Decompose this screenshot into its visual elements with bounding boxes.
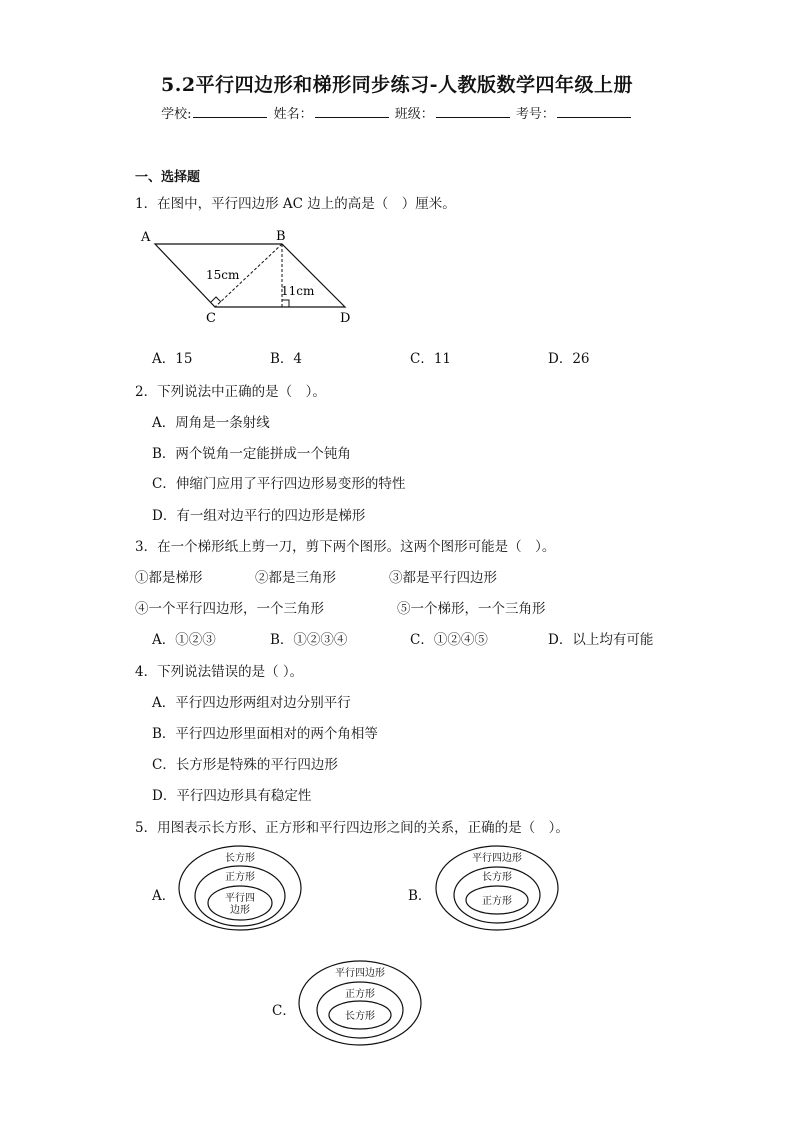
school-label: 学校: (161, 107, 192, 122)
q3-option-b[interactable]: B．①②③④ (270, 632, 348, 648)
outer-label: 长方形 (225, 853, 255, 864)
length-15cm-label: 15cm (206, 268, 240, 282)
student-info-line (0, 103, 794, 122)
outer-label: 平行四边形 (335, 968, 385, 979)
vertex-a-label: A (141, 230, 151, 245)
section-heading: 一、选择题 (135, 170, 201, 185)
q3-option-c[interactable]: C．①②④⑤ (410, 632, 488, 648)
q5-option-b-diagram[interactable] (435, 845, 561, 931)
outer-label: 平行四边形 (472, 853, 522, 864)
class-blank[interactable] (436, 105, 510, 118)
question-3-stem: 3．在一个梯形纸上剪一刀，剪下两个图形。这两个图形可能是（ ）。 (135, 539, 556, 555)
q3-item-3: ③都是平行四边形 (389, 570, 497, 586)
school-blank[interactable] (193, 105, 267, 118)
middle-label: 正方形 (225, 872, 255, 883)
right-angle-mark-d (282, 300, 289, 307)
inner-label: 正方形 (482, 896, 512, 907)
q1-option-a[interactable]: A．15 (152, 351, 193, 367)
q5-option-b-label[interactable]: B． (408, 888, 432, 904)
exam-number-blank[interactable] (557, 105, 631, 118)
vertex-c-label: C (206, 311, 216, 326)
q2-option-d[interactable]: D．有一组对边平行的四边形是梯形 (152, 508, 366, 524)
inner-label-line-1: 平行四 (225, 893, 255, 904)
q5-option-a-diagram[interactable] (178, 845, 304, 931)
q1-option-c[interactable]: C．11 (410, 351, 452, 367)
q4-option-c[interactable]: C．长方形是特殊的平行四边形 (152, 757, 338, 773)
q4-option-a[interactable]: A．平行四边形两组对边分别平行 (152, 695, 351, 711)
question-2-stem: 2．下列说法中正确的是（ ）。 (135, 384, 326, 400)
parallelogram-figure (135, 225, 365, 330)
middle-label: 正方形 (345, 989, 375, 1000)
middle-label: 长方形 (482, 872, 512, 883)
question-5-stem: 5．用图表示长方形、正方形和平行四边形之间的关系，正确的是（ ）。 (135, 820, 569, 836)
length-11cm-label: 11cm (281, 284, 315, 298)
q3-item-4: ④一个平行四边形，一个三角形 (135, 601, 324, 617)
q4-option-d[interactable]: D．平行四边形具有稳定性 (152, 788, 312, 804)
name-blank[interactable] (315, 105, 389, 118)
question-1-stem: 1．在图中，平行四边形 AC 边上的高是（ ）厘米。 (135, 196, 456, 212)
q1-option-d[interactable]: D．26 (548, 351, 590, 367)
q5-option-c-label[interactable]: C． (272, 1003, 296, 1019)
class-label: 班级： (394, 107, 434, 122)
vertex-d-label: D (340, 311, 351, 326)
vertex-b-label: B (276, 229, 286, 244)
q3-option-d[interactable]: D．以上均有可能 (548, 632, 654, 648)
name-label: 姓名： (273, 107, 313, 122)
inner-label-line-2: 边形 (230, 905, 250, 916)
q2-option-c[interactable]: C．伸缩门应用了平行四边形易变形的特性 (152, 476, 406, 492)
q1-option-b[interactable]: B．4 (270, 351, 303, 367)
question-4-stem: 4．下列说法错误的是（ ）。 (135, 664, 304, 680)
inner-label: 长方形 (345, 1011, 375, 1022)
q3-item-1: ①都是梯形 (135, 570, 203, 586)
exam-number-label: 考号： (515, 107, 555, 122)
q3-item-5: ⑤一个梯形，一个三角形 (397, 601, 546, 617)
parallelogram-shape (155, 244, 345, 307)
q5-option-a-label[interactable]: A． (152, 888, 176, 904)
q4-option-b[interactable]: B．平行四边形里面相对的两个角相等 (152, 726, 378, 742)
q2-option-b[interactable]: B．两个锐角一定能拼成一个钝角 (152, 446, 351, 462)
q3-item-2: ②都是三角形 (255, 570, 336, 586)
q2-option-a[interactable]: A．周角是一条射线 (152, 415, 270, 431)
right-angle-mark-c (211, 297, 221, 302)
q3-option-a[interactable]: A．①②③ (152, 632, 216, 648)
page-title: 5.2平行四边形和梯形同步练习-人教版数学四年级上册 (161, 74, 633, 96)
q5-option-c-diagram[interactable] (298, 960, 424, 1046)
